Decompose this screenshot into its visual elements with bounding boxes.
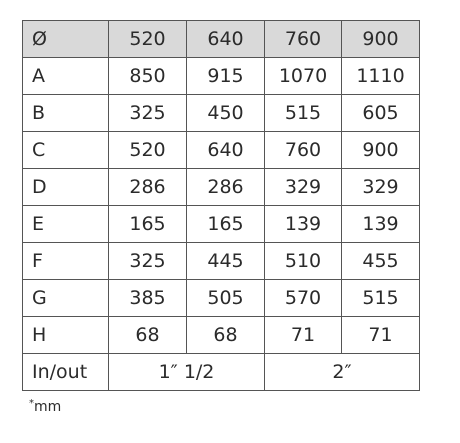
table-cell: 286 bbox=[187, 169, 265, 206]
table-cell: 640 bbox=[187, 132, 265, 169]
row-label: E bbox=[23, 206, 109, 243]
table-cell: 915 bbox=[187, 58, 265, 95]
diameter-header: Ø bbox=[23, 21, 109, 58]
table-cell: 455 bbox=[342, 243, 420, 280]
connection-large: 2″ bbox=[265, 354, 420, 391]
table-row bbox=[23, 280, 420, 317]
size-header: 520 bbox=[109, 21, 187, 58]
table-cell: 68 bbox=[187, 317, 265, 354]
row-label: H bbox=[23, 317, 109, 354]
connection-row bbox=[23, 354, 420, 391]
table-cell: 900 bbox=[342, 132, 420, 169]
size-header: 900 bbox=[342, 21, 420, 58]
table-cell: 445 bbox=[187, 243, 265, 280]
table-row bbox=[23, 243, 420, 280]
size-header: 640 bbox=[187, 21, 265, 58]
table-cell: 450 bbox=[187, 95, 265, 132]
table-row bbox=[23, 132, 420, 169]
table-cell: 520 bbox=[109, 132, 187, 169]
table-cell: 325 bbox=[109, 95, 187, 132]
table-cell: 605 bbox=[342, 95, 420, 132]
table-cell: 71 bbox=[265, 317, 342, 354]
table-cell: 325 bbox=[109, 243, 187, 280]
table-cell: 510 bbox=[265, 243, 342, 280]
table-row bbox=[23, 206, 420, 243]
table-cell: 505 bbox=[187, 280, 265, 317]
size-header: 760 bbox=[265, 21, 342, 58]
row-label: F bbox=[23, 243, 109, 280]
table-cell: 329 bbox=[265, 169, 342, 206]
row-label: D bbox=[23, 169, 109, 206]
unit-note bbox=[29, 398, 61, 415]
row-label: B bbox=[23, 95, 109, 132]
table-cell: 139 bbox=[342, 206, 420, 243]
table-cell: 286 bbox=[109, 169, 187, 206]
table-cell: 850 bbox=[109, 58, 187, 95]
table-cell: 68 bbox=[109, 317, 187, 354]
table-header-row bbox=[23, 21, 420, 58]
row-label: A bbox=[23, 58, 109, 95]
table-cell: 515 bbox=[265, 95, 342, 132]
footnote-marker: * bbox=[29, 398, 34, 409]
connection-small: 1″ 1/2 bbox=[109, 354, 265, 391]
table-cell: 385 bbox=[109, 280, 187, 317]
table-cell: 329 bbox=[342, 169, 420, 206]
dimensions-table bbox=[22, 20, 420, 391]
table-cell: 1070 bbox=[265, 58, 342, 95]
connection-label: In/out bbox=[23, 354, 109, 391]
table-cell: 1110 bbox=[342, 58, 420, 95]
table-cell: 71 bbox=[342, 317, 420, 354]
table-row bbox=[23, 58, 420, 95]
table-row bbox=[23, 169, 420, 206]
unit-label: mm bbox=[34, 399, 62, 415]
table-cell: 760 bbox=[265, 132, 342, 169]
row-label: G bbox=[23, 280, 109, 317]
table-row bbox=[23, 95, 420, 132]
table-cell: 165 bbox=[109, 206, 187, 243]
table-row bbox=[23, 317, 420, 354]
table-cell: 165 bbox=[187, 206, 265, 243]
table-cell: 139 bbox=[265, 206, 342, 243]
row-label: C bbox=[23, 132, 109, 169]
table-cell: 515 bbox=[342, 280, 420, 317]
table-cell: 570 bbox=[265, 280, 342, 317]
